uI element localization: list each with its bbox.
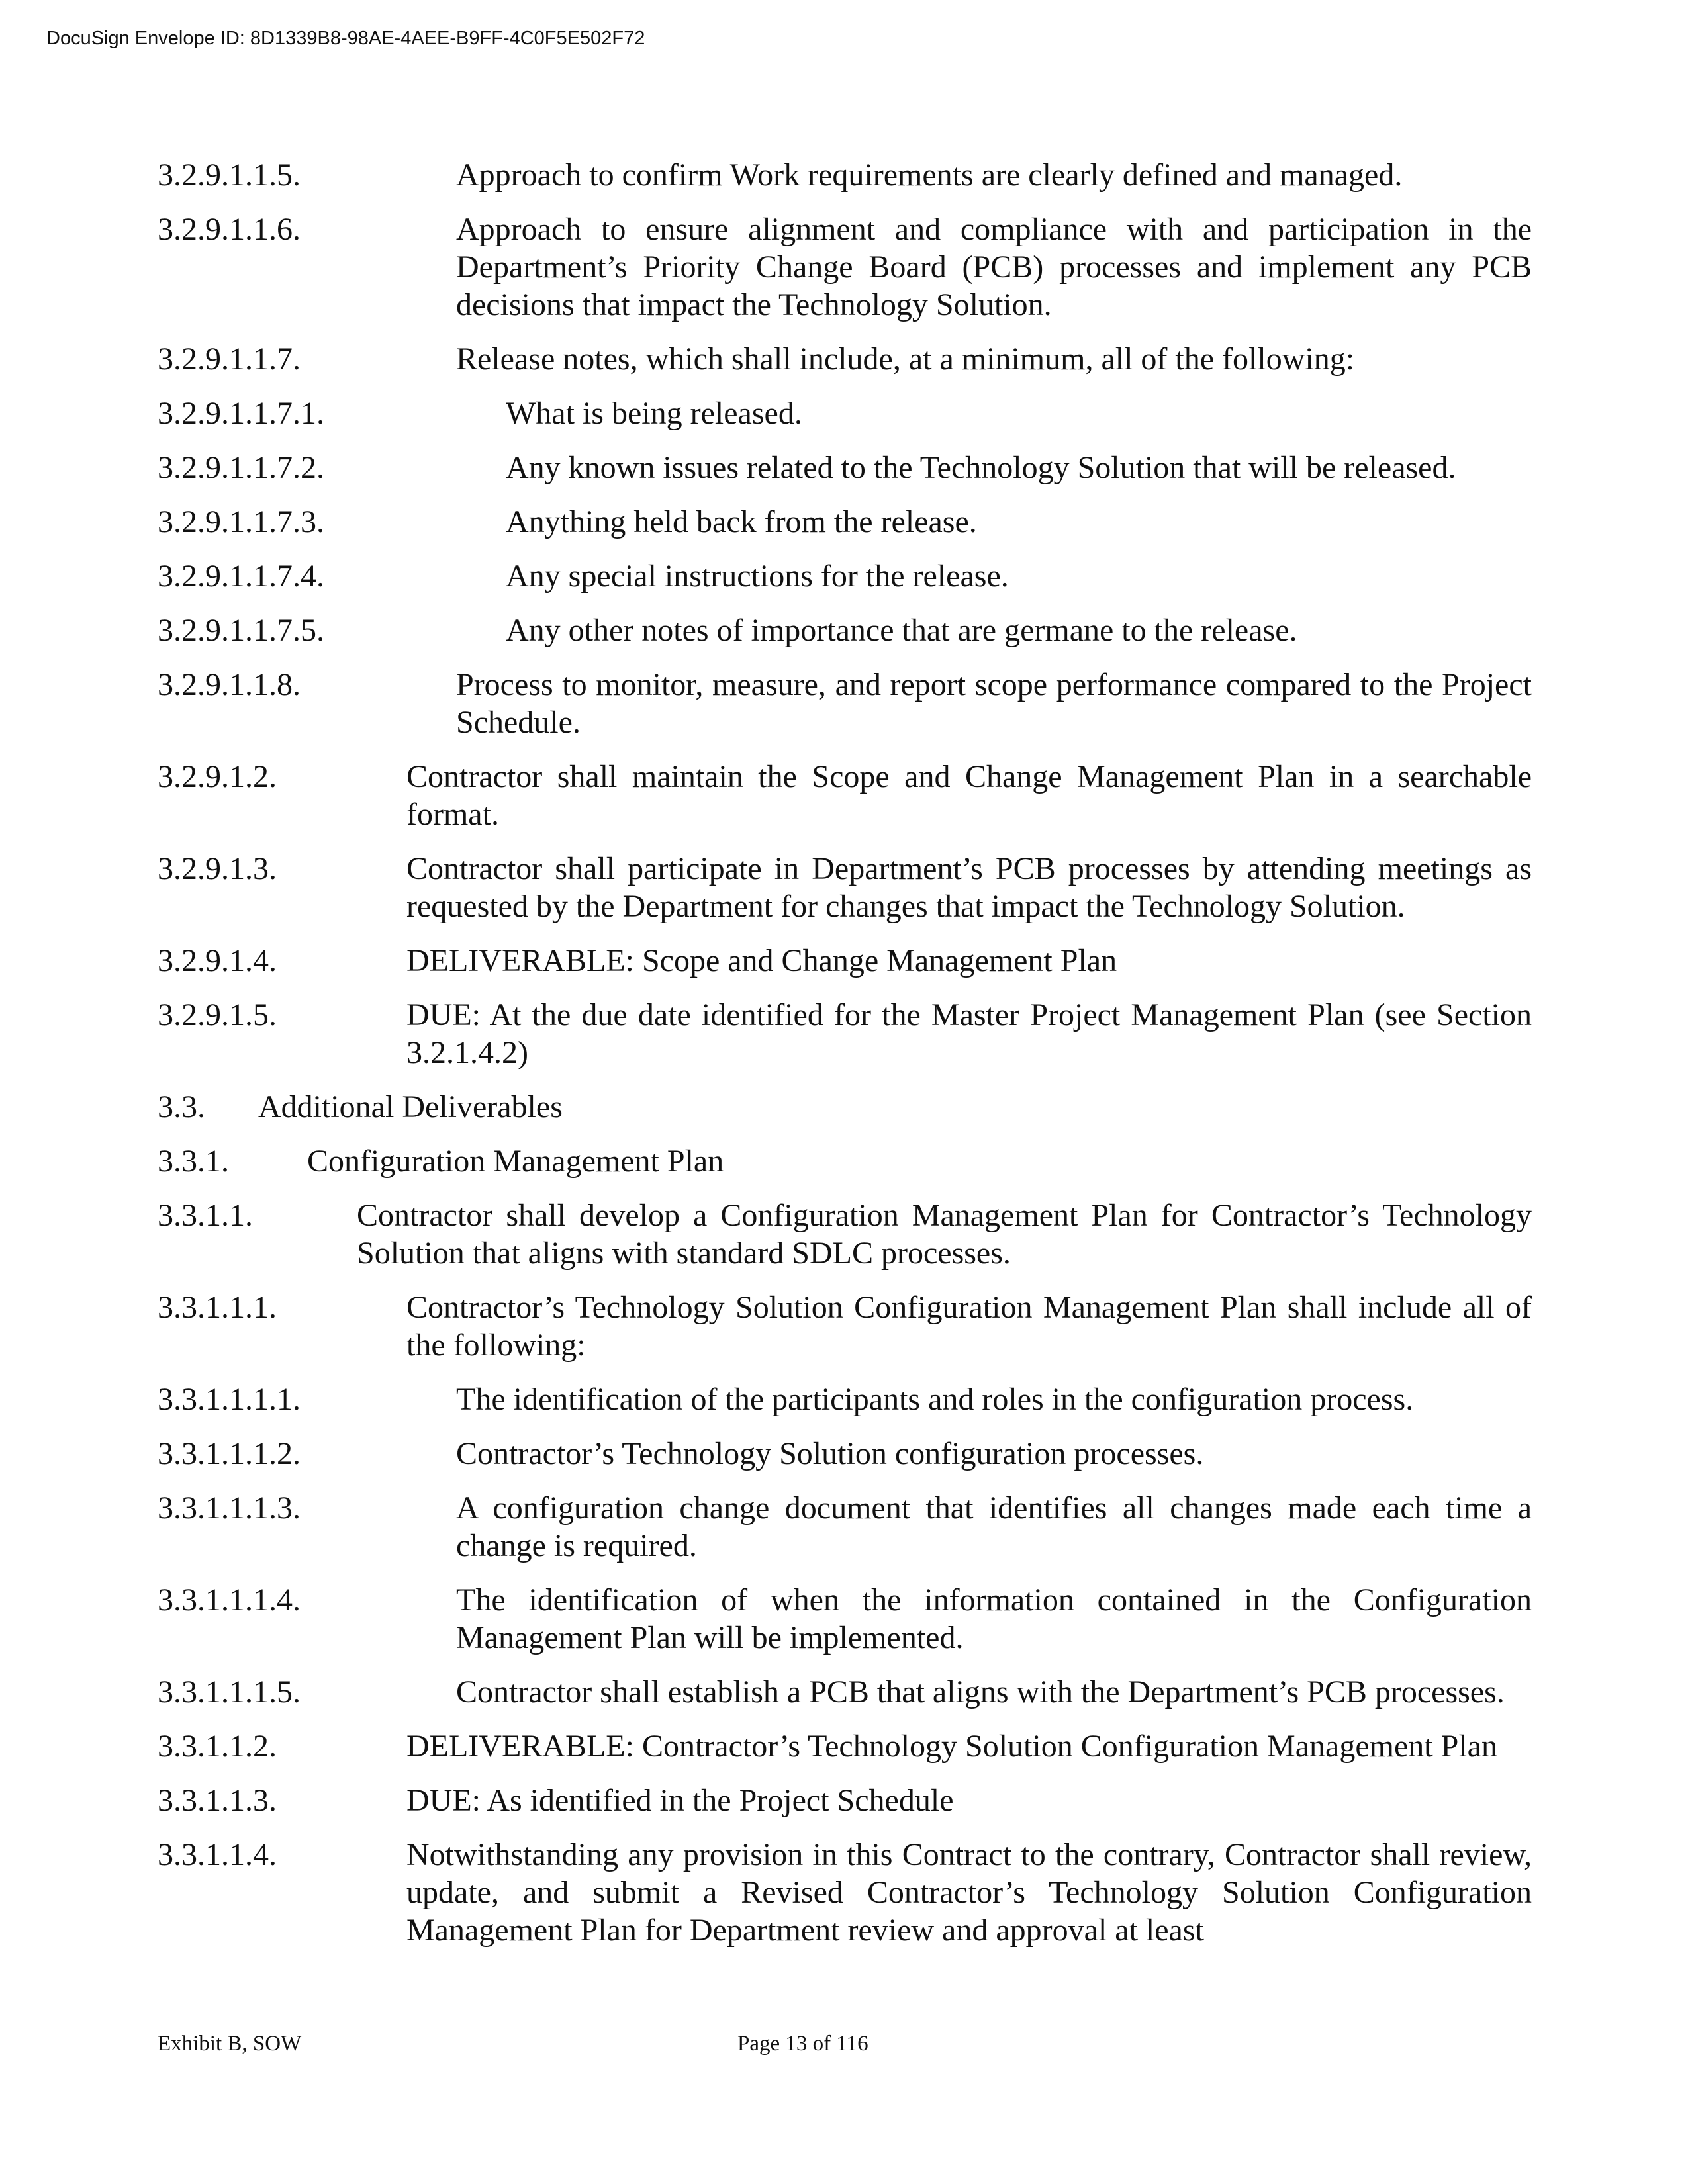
- clause-text: DELIVERABLE: Scope and Change Management Plan: [406, 943, 1117, 978]
- clause-item: [158, 1581, 1532, 1657]
- clause-text: Notwithstanding any provision in this Contract to the contrary, Contractor shall review, update, and submit a Revised Contractor’s Technology Solution Configuration Management Plan for Department review and approval at least: [406, 1837, 1532, 1948]
- clause-item: [158, 1197, 1532, 1272]
- clause-text: Contractor’s Technology Solution configuration processes.: [456, 1436, 1204, 1471]
- clause-text: Approach to confirm Work requirements are clearly defined and managed.: [456, 158, 1403, 193]
- clause-text: Contractor shall develop a Configuration Management Plan for Contractor’s Technology Solution that aligns with standard SDLC processes.: [357, 1198, 1532, 1271]
- clause-item: [158, 612, 1532, 649]
- clause-item: [158, 503, 1532, 541]
- clause-item: [158, 1289, 1532, 1364]
- clause-number: 3.2.9.1.1.7.5.: [158, 613, 324, 648]
- clause-text: Contractor shall establish a PCB that aligns with the Department’s PCB processes.: [456, 1674, 1505, 1709]
- clause-item: [158, 758, 1532, 833]
- clause-text: The identification of the participants and roles in the configuration process.: [456, 1382, 1414, 1417]
- document-body: [158, 156, 1532, 1966]
- clause-text: Anything held back from the release.: [506, 504, 977, 539]
- clause-item: [158, 942, 1532, 979]
- clause-item: [158, 449, 1532, 486]
- clause-item: [158, 1782, 1532, 1819]
- clause-text: Contractor shall participate in Department’s PCB processes by attending meetings as requested by the Department for changes that impact the Technology Solution.: [406, 851, 1532, 924]
- clause-number: 3.3.: [158, 1089, 205, 1124]
- clause-text: Release notes, which shall include, at a minimum, all of the following:: [456, 341, 1355, 377]
- clause-item: [158, 1142, 1532, 1180]
- clause-number: 3.2.9.1.4.: [158, 943, 277, 978]
- clause-item: [158, 1381, 1532, 1418]
- clause-number: 3.3.1.1.: [158, 1198, 253, 1233]
- clause-item: [158, 850, 1532, 925]
- clause-item: [158, 210, 1532, 324]
- clause-text: A configuration change document that identifies all changes made each time a change is required.: [456, 1490, 1532, 1563]
- clause-item: [158, 1489, 1532, 1565]
- clause-text: Additional Deliverables: [258, 1089, 563, 1124]
- clause-item: [158, 996, 1532, 1071]
- clause-number: 3.3.1.1.1.: [158, 1290, 277, 1325]
- clause-number: 3.2.9.1.1.7.4.: [158, 559, 324, 594]
- clause-number: 3.3.1.1.1.2.: [158, 1436, 301, 1471]
- clause-number: 3.2.9.1.2.: [158, 759, 277, 794]
- clause-text: DELIVERABLE: Contractor’s Technology Solution Configuration Management Plan: [406, 1729, 1497, 1764]
- clause-text: Process to monitor, measure, and report scope performance compared to the Project Schedule.: [456, 667, 1532, 740]
- clause-item: [158, 1673, 1532, 1711]
- clause-number: 3.3.1.1.3.: [158, 1783, 277, 1818]
- clause-number: 3.2.9.1.1.6.: [158, 212, 301, 247]
- clause-text: DUE: As identified in the Project Schedule: [406, 1783, 954, 1818]
- clause-number: 3.2.9.1.1.7.2.: [158, 450, 324, 485]
- clause-text: DUE: At the due date identified for the Master Project Management Plan (see Section 3.2.1.4.2): [406, 997, 1532, 1070]
- clause-number: 3.2.9.1.1.7.3.: [158, 504, 324, 539]
- clause-number: 3.2.9.1.1.7.1.: [158, 396, 324, 431]
- clause-number: 3.2.9.1.5.: [158, 997, 277, 1032]
- clause-text: Any special instructions for the release.: [506, 559, 1009, 594]
- clause-item: [158, 394, 1532, 432]
- clause-number: 3.2.9.1.1.7.: [158, 341, 301, 377]
- clause-item: [158, 1836, 1532, 1949]
- clause-number: 3.2.9.1.1.5.: [158, 158, 301, 193]
- clause-number: 3.3.1.1.1.4.: [158, 1582, 301, 1617]
- clause-number: 3.3.1.1.1.1.: [158, 1382, 301, 1417]
- clause-number: 3.2.9.1.1.8.: [158, 667, 301, 702]
- clause-number: 3.3.1.1.2.: [158, 1729, 277, 1764]
- footer-exhibit: Exhibit B, SOW: [158, 2032, 302, 2056]
- clause-item: [158, 557, 1532, 595]
- clause-text: Any other notes of importance that are germane to the release.: [506, 613, 1297, 648]
- clause-text: Contractor’s Technology Solution Configuration Management Plan shall include all of the following:: [406, 1290, 1532, 1363]
- envelope-id: DocuSign Envelope ID: 8D1339B8-98AE-4AEE-B9FF-4C0F5E502F72: [46, 28, 645, 49]
- clause-number: 3.3.1.1.4.: [158, 1837, 277, 1872]
- clause-number: 3.3.1.: [158, 1144, 229, 1179]
- clause-text: Any known issues related to the Technology Solution that will be released.: [506, 450, 1456, 485]
- clause-item: [158, 1088, 1532, 1126]
- clause-number: 3.2.9.1.3.: [158, 851, 277, 886]
- clause-number: 3.3.1.1.1.5.: [158, 1674, 301, 1709]
- clause-item: [158, 1727, 1532, 1765]
- clause-item: [158, 156, 1532, 194]
- clause-text: Approach to ensure alignment and compliance with and participation in the Department’s Priority Change Board (PCB) processes and implement any PCB decisions that impact the Technology Solution.: [456, 212, 1532, 322]
- clause-text: What is being released.: [506, 396, 802, 431]
- clause-item: [158, 1435, 1532, 1473]
- clause-text: Configuration Management Plan: [307, 1144, 724, 1179]
- clause-item: [158, 666, 1532, 741]
- clause-item: [158, 340, 1532, 378]
- footer-page-number: Page 13 of 116: [737, 2032, 868, 2056]
- clause-number: 3.3.1.1.1.3.: [158, 1490, 301, 1525]
- clause-text: The identification of when the information contained in the Configuration Management Plan will be implemented.: [456, 1582, 1532, 1655]
- clause-text: Contractor shall maintain the Scope and Change Management Plan in a searchable format.: [406, 759, 1532, 832]
